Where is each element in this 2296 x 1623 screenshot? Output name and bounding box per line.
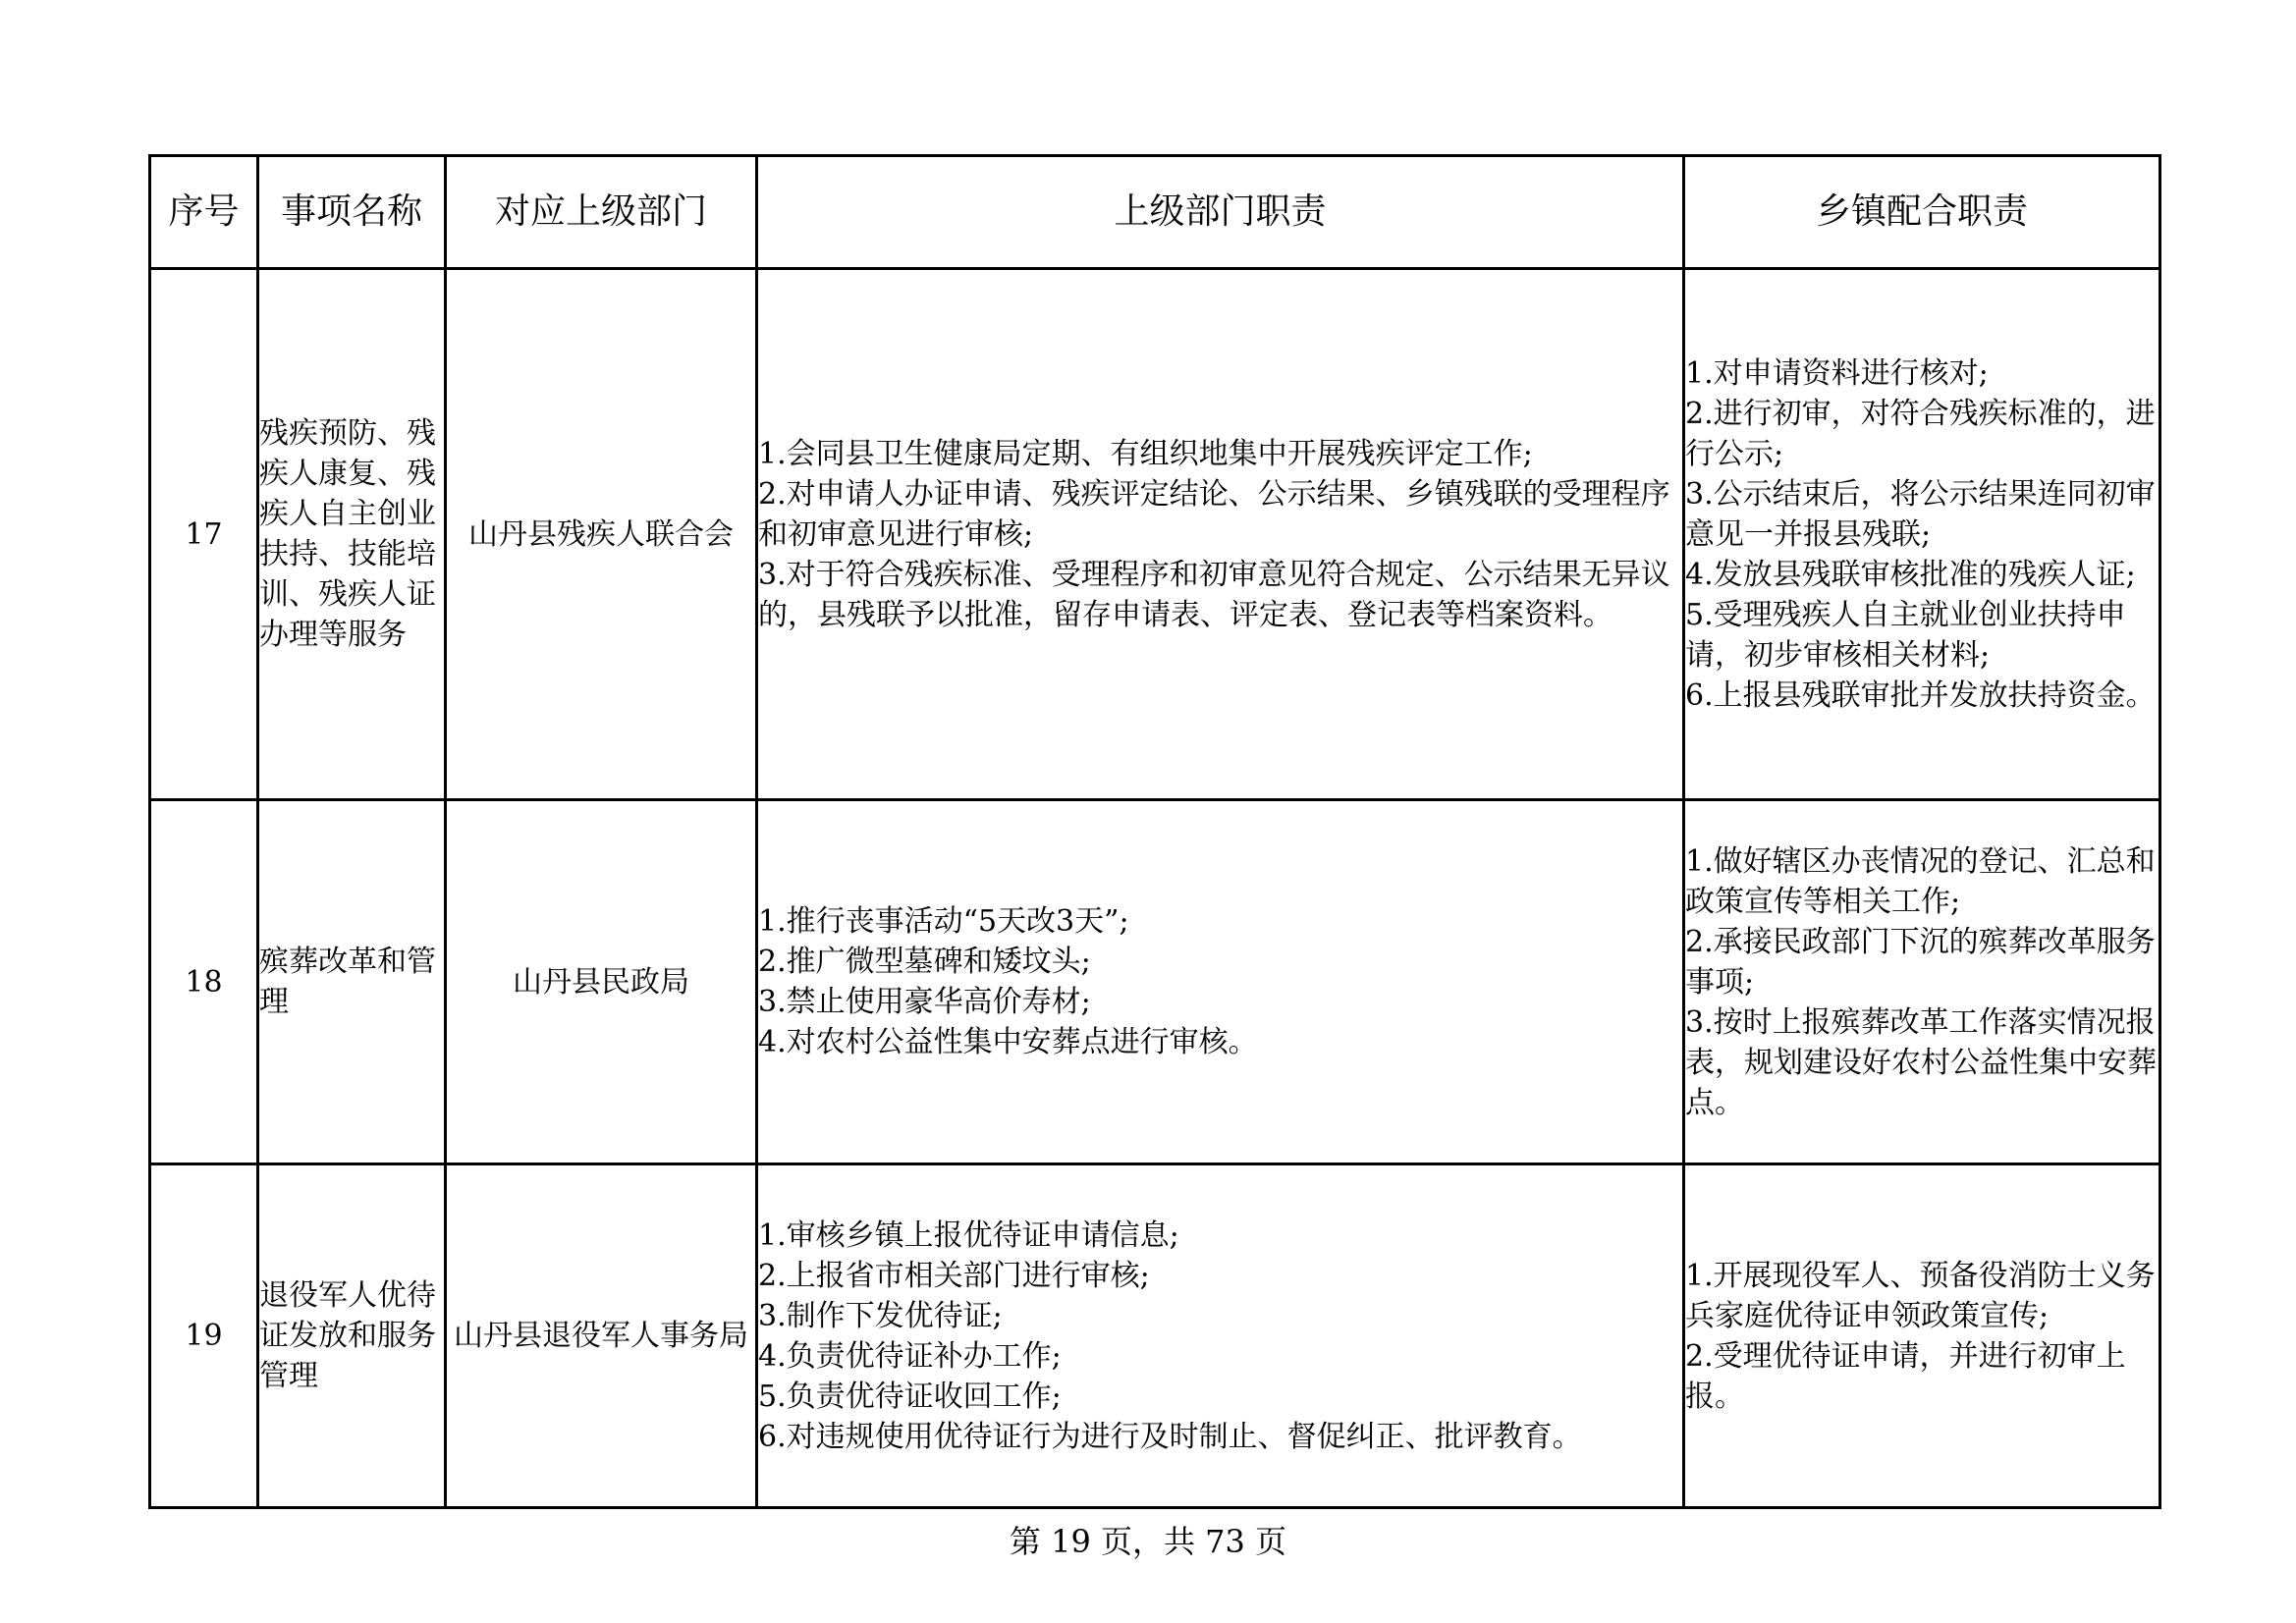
- row-item-name: 残疾预防、残疾人康复、残疾人自主创业扶持、技能培训、残疾人证办理等服务: [258, 269, 446, 800]
- duty-line: 1.审核乡镇上报优待证申请信息;: [758, 1217, 1179, 1253]
- row-seq: 19: [150, 1164, 258, 1508]
- coop-line: 1.做好辖区办丧情况的登记、汇总和政策宣传等相关工作;: [1685, 843, 2156, 919]
- row-department: 山丹县残疾人联合会: [446, 269, 757, 800]
- duty-table: [148, 154, 2161, 1509]
- table-row: [150, 269, 2160, 800]
- row-department-duties: [757, 1164, 1684, 1508]
- duty-line: 5.负责优待证收回工作;: [758, 1379, 1062, 1414]
- row-township-duties: [1684, 269, 2160, 800]
- table-row: [150, 800, 2160, 1164]
- row-department-duties: [757, 800, 1684, 1164]
- header-department: 对应上级部门: [446, 156, 757, 269]
- duty-line: 3.禁止使用豪华高价寿材;: [758, 985, 1091, 1019]
- header-item-name: 事项名称: [258, 156, 446, 269]
- coop-line: 3.按时上报殡葬改革工作落实情况报表，规划建设好农村公益性集中安葬点。: [1685, 1004, 2157, 1120]
- coop-line: 4.发放县残联审核批准的残疾人证;: [1685, 557, 2136, 592]
- row-seq: 17: [150, 269, 258, 800]
- row-department: 山丹县民政局: [446, 800, 757, 1164]
- table-row: [150, 1164, 2160, 1508]
- coop-line: 1.对申请资料进行核对;: [1685, 355, 1989, 391]
- coop-line: 6.上报县残联审批并发放扶持资金。: [1685, 677, 2156, 713]
- coop-line: 5.受理残疾人自主就业创业扶持申请，初步审核相关材料;: [1685, 597, 2126, 673]
- header-seq: 序号: [150, 156, 258, 269]
- page-number: 第 19 页，共 73 页: [1009, 1523, 1287, 1560]
- coop-line: 1.开展现役军人、预备役消防士义务兵家庭优待证申领政策宣传;: [1685, 1258, 2156, 1333]
- row-department-duties: [757, 269, 1684, 800]
- duty-line: 1.推行丧事活动“5天改3天”;: [758, 904, 1129, 939]
- row-item-name: 退役军人优待证发放和服务管理: [258, 1164, 446, 1508]
- coop-line: 2.承接民政部门下沉的殡葬改革服务事项;: [1685, 924, 2156, 1000]
- row-department: 山丹县退役军人事务局: [446, 1164, 757, 1508]
- coop-line: 2.进行初审，对符合残疾标准的，进行公示;: [1685, 396, 2156, 471]
- duty-line: 2.对申请人办证申请、残疾评定结论、公示结果、乡镇残联的受理程序和初审意见进行审核;: [758, 476, 1670, 552]
- row-township-duties: [1684, 800, 2160, 1164]
- duty-line: 4.对农村公益性集中安葬点进行审核。: [758, 1025, 1258, 1059]
- duty-line: 4.负责优待证补办工作;: [758, 1338, 1062, 1374]
- duty-line: 6.对违规使用优待证行为进行及时制止、督促纠正、批评教育。: [758, 1419, 1582, 1454]
- duty-line: 2.上报省市相关部门进行审核;: [758, 1258, 1150, 1293]
- row-item-name: 殡葬改革和管理: [258, 800, 446, 1164]
- header-department-duties: 上级部门职责: [757, 156, 1684, 269]
- coop-line: 2.受理优待证申请，并进行初审上报。: [1685, 1338, 2126, 1414]
- header-township-duties: 乡镇配合职责: [1684, 156, 2160, 269]
- coop-line: 3.公示结束后，将公示结果连同初审意见一并报县残联;: [1685, 476, 2156, 552]
- row-seq: 18: [150, 800, 258, 1164]
- duty-line: 3.制作下发优待证;: [758, 1298, 1003, 1333]
- table-header-row: [150, 156, 2160, 269]
- duty-line: 1.会同县卫生健康局定期、有组织地集中开展残疾评定工作;: [758, 436, 1533, 471]
- duty-line: 3.对于符合残疾标准、受理程序和初审意见符合规定、公示结果无异议的，县残联予以批准，留存申请表、评定表、登记表等档案资料。: [758, 557, 1670, 632]
- duty-line: 2.推广微型墓碑和矮坟头;: [758, 945, 1091, 979]
- row-township-duties: [1684, 1164, 2160, 1508]
